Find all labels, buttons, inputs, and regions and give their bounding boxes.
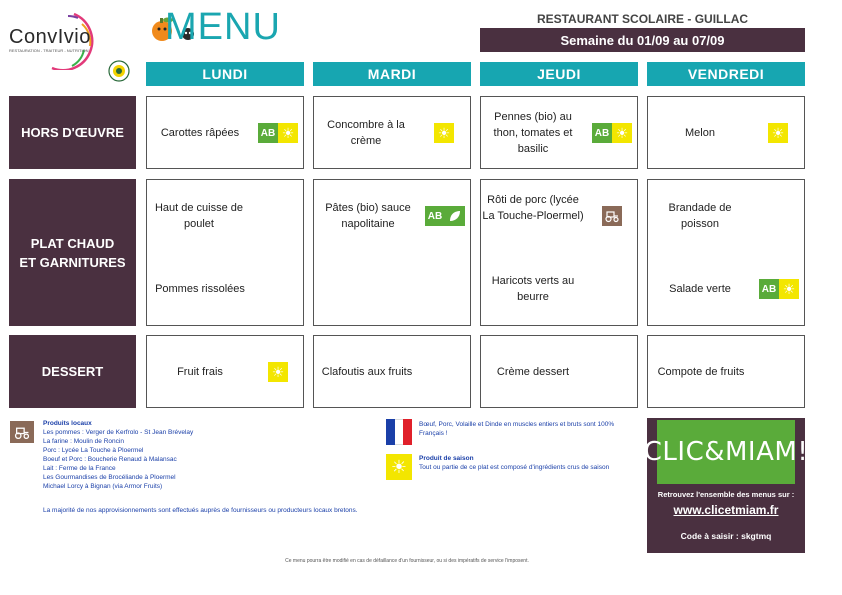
legend-line: Boeuf et Porc : Boucherie Renaud à Malansac — [43, 456, 177, 463]
dish-name: Melon — [685, 127, 715, 139]
dish-name: Pâtes (bio) sauce napolitaine — [325, 202, 411, 230]
dish-name: Brandade de poisson — [668, 202, 732, 230]
legend-line: Michael Lorcy à Bignan (via Armor Fruits) — [43, 483, 163, 490]
row-label-plat-chaud — [9, 179, 136, 326]
legend-line: Les Gourmandises de Brocéliande à Ploermel — [43, 474, 176, 481]
week-range: Semaine du 01/09 au 07/09 — [480, 28, 805, 52]
legend-line: Tout ou partie de ce plat est composé d'ingrédients crus de saison — [419, 464, 610, 471]
side-dish-name: Salade verte — [669, 283, 731, 295]
day-header-lundi: LUNDI — [146, 62, 304, 86]
dish-name: Pennes (bio) au thon, tomates et basilic — [493, 111, 573, 155]
leaf-icon — [445, 206, 465, 226]
legend-line: Porc : Lycée La Touche à Ploermel — [43, 447, 144, 454]
seasonal-legend — [419, 454, 639, 472]
row-label-dessert — [9, 335, 136, 408]
day-header-jeudi: JEUDI — [480, 62, 638, 86]
french-flag-icon — [386, 419, 412, 445]
side-dish-name: Haricots verts au beurre — [491, 275, 575, 303]
seasonal-sun-icon: ☀ — [612, 123, 632, 143]
side-dish-name: Pommes rissolées — [155, 283, 245, 295]
legend-line: La farine : Moulin de Roncin — [43, 438, 124, 445]
seasonal-sun-icon: ☀ — [768, 123, 788, 143]
seasonal-sun-icon: ☀ — [386, 454, 412, 480]
clic-miam-link[interactable]: www.clicetmiam.fr — [673, 503, 779, 517]
dish-name: Clafoutis aux fruits — [321, 366, 413, 378]
brand-logo: ConvIvio — [9, 26, 91, 48]
organic-ab-label-icon: AB — [592, 123, 612, 143]
dish-name: Compote de fruits — [657, 366, 745, 378]
row-label-text: ET GARNITURES — [19, 254, 126, 270]
row-label-text: PLAT CHAUD — [30, 235, 115, 251]
clic-miam-code: Code à saisir : skgtmq — [680, 531, 772, 541]
legend-line: Lait : Ferme de la France — [43, 465, 116, 472]
dish-name: Rôti de porc (lycée La Touche-Ploermel) — [482, 194, 584, 222]
brand-tagline: RESTAURATION - TRAITEUR - NUTRITION — [9, 48, 89, 53]
organic-ab-label-icon: AB — [759, 279, 779, 299]
legend-line: Les pommes : Verger de Kerfrolo - St Jean Brévelay — [43, 429, 194, 436]
seasonal-sun-icon: ☀ — [278, 123, 298, 143]
certification-badge-icon — [106, 58, 132, 84]
dish-name: Haut de cuisse de poulet — [154, 202, 244, 230]
local-products-legend — [43, 419, 343, 491]
french-origin-note: Bœuf, Porc, Volaille et Dinde en muscles entiers et bruts sont 100% Français ! — [419, 421, 615, 437]
row-label-text: HORS D'ŒUVRE — [21, 125, 124, 140]
legend-title: Produit de saison — [419, 455, 474, 462]
row-label-hors-d-oeuvre — [9, 96, 136, 169]
row-label-text: DESSERT — [41, 364, 104, 379]
day-header-vendredi: VENDREDI — [647, 62, 805, 86]
organic-ab-label-icon: AB — [258, 123, 278, 143]
day-header-mardi: MARDI — [313, 62, 471, 86]
dish-name: Carottes râpées — [160, 127, 240, 139]
local-farm-tractor-icon — [10, 421, 34, 443]
dish-name: Crème dessert — [496, 366, 570, 378]
clic-miam-intro: Retrouvez l'ensemble des menus sur : — [657, 490, 795, 499]
dish-name: Concombre à la crème — [327, 119, 405, 147]
menu-title: MENU — [165, 6, 281, 48]
restaurant-name: RESTAURANT SCOLAIRE - GUILLAC — [536, 12, 749, 26]
legend-title: Produits locaux — [43, 420, 92, 427]
organic-ab-label-icon: AB — [425, 206, 445, 226]
dish-name: Fruit frais — [177, 366, 223, 378]
seasonal-sun-icon: ☀ — [434, 123, 454, 143]
local-sourcing-note: La majorité de nos approvisionnements sont effectués auprès de fournisseurs ou producteurs locaux bretons. — [43, 507, 358, 514]
menu-disclaimer: Ce menu pourra être modifié en cas de défaillance d'un fournisseur, ou si des impératifs de service l'imposent. — [285, 558, 529, 564]
seasonal-sun-icon: ☀ — [268, 362, 288, 382]
local-farm-tractor-icon — [602, 206, 622, 226]
seasonal-sun-icon: ☀ — [779, 279, 799, 299]
clic-miam-logo: CLIC&MIAM! — [657, 420, 795, 484]
